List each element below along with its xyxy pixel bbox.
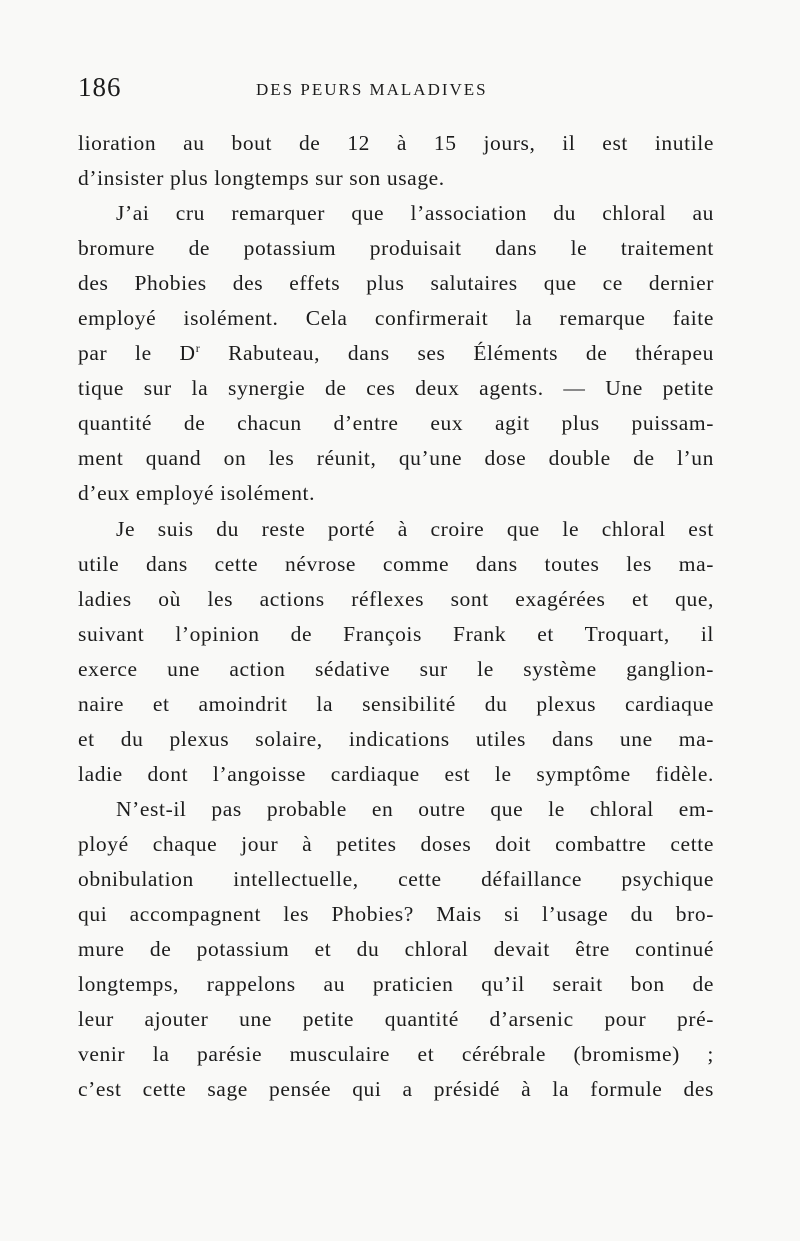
text-fragment: par le D (78, 341, 196, 366)
paragraph-first-line: N’est-il pas probable en outre que le chloral em- (116, 796, 714, 821)
text-line-with-superscript (78, 336, 714, 371)
text-line: employé isolément. Cela confirmerait la remarque faite (78, 306, 714, 331)
paragraph-first-line: Je suis du reste porté à croire que le chloral est (116, 516, 714, 541)
body-text (78, 126, 714, 1107)
text-line: suivant l’opinion de François Frank et Troquart, il (78, 621, 714, 646)
text-line: ladie dont l’angoisse cardiaque est le symptôme fidèle. (78, 761, 714, 786)
text-line: tique sur la synergie de ces deux agents. — Une petite (78, 376, 714, 401)
text-line: exerce une action sédative sur le système ganglion- (78, 656, 714, 681)
superscript: r (195, 341, 201, 356)
text-line: ment quand on les réunit, qu’une dose double de l’un (78, 446, 714, 471)
text-line: d’insister plus longtemps sur son usage. (78, 166, 445, 191)
text-line: mure de potassium et du chloral devait être continué (78, 937, 714, 962)
running-head (78, 72, 718, 106)
text-line: qui accompagnent les Phobies? Mais si l’usage du bro- (78, 902, 714, 927)
text-line: des Phobies des effets plus salutaires que ce dernier (78, 271, 714, 296)
text-line: venir la parésie musculaire et cérébrale (bromisme) ; (78, 1042, 714, 1067)
text-line: naire et amoindrit la sensibilité du plexus cardiaque (78, 691, 714, 716)
text-line: ladies où les actions réflexes sont exagérées et que, (78, 586, 714, 611)
text-line: quantité de chacun d’entre eux agit plus puissam- (78, 411, 714, 436)
text-line: ployé chaque jour à petites doses doit combattre cette (78, 831, 714, 856)
text-line: leur ajouter une petite quantité d’arsenic pour pré- (78, 1007, 714, 1032)
text-line: d’eux employé isolément. (78, 481, 316, 506)
text-line: et du plexus solaire, indications utiles dans une ma- (78, 726, 714, 751)
text-line: bromure de potassium produisait dans le traitement (78, 236, 714, 261)
running-title: DES PEURS MALADIVES (256, 80, 488, 99)
paragraph-first-line: J’ai cru remarquer que l’association du chloral au (116, 201, 714, 226)
text-fragment: Rabuteau, dans ses Éléments de thérapeu (200, 341, 715, 366)
text-line: lioration au bout de 12 à 15 jours, il est inutile (78, 131, 714, 155)
page-number: 186 (78, 72, 122, 102)
text-line: longtemps, rappelons au praticien qu’il serait bon de (78, 972, 714, 997)
text-line: c’est cette sage pensée qui a présidé à la formule des (78, 1077, 714, 1102)
text-line: utile dans cette névrose comme dans toutes les ma- (78, 551, 714, 576)
text-line: obnibulation intellectuelle, cette défaillance psychique (78, 866, 714, 891)
